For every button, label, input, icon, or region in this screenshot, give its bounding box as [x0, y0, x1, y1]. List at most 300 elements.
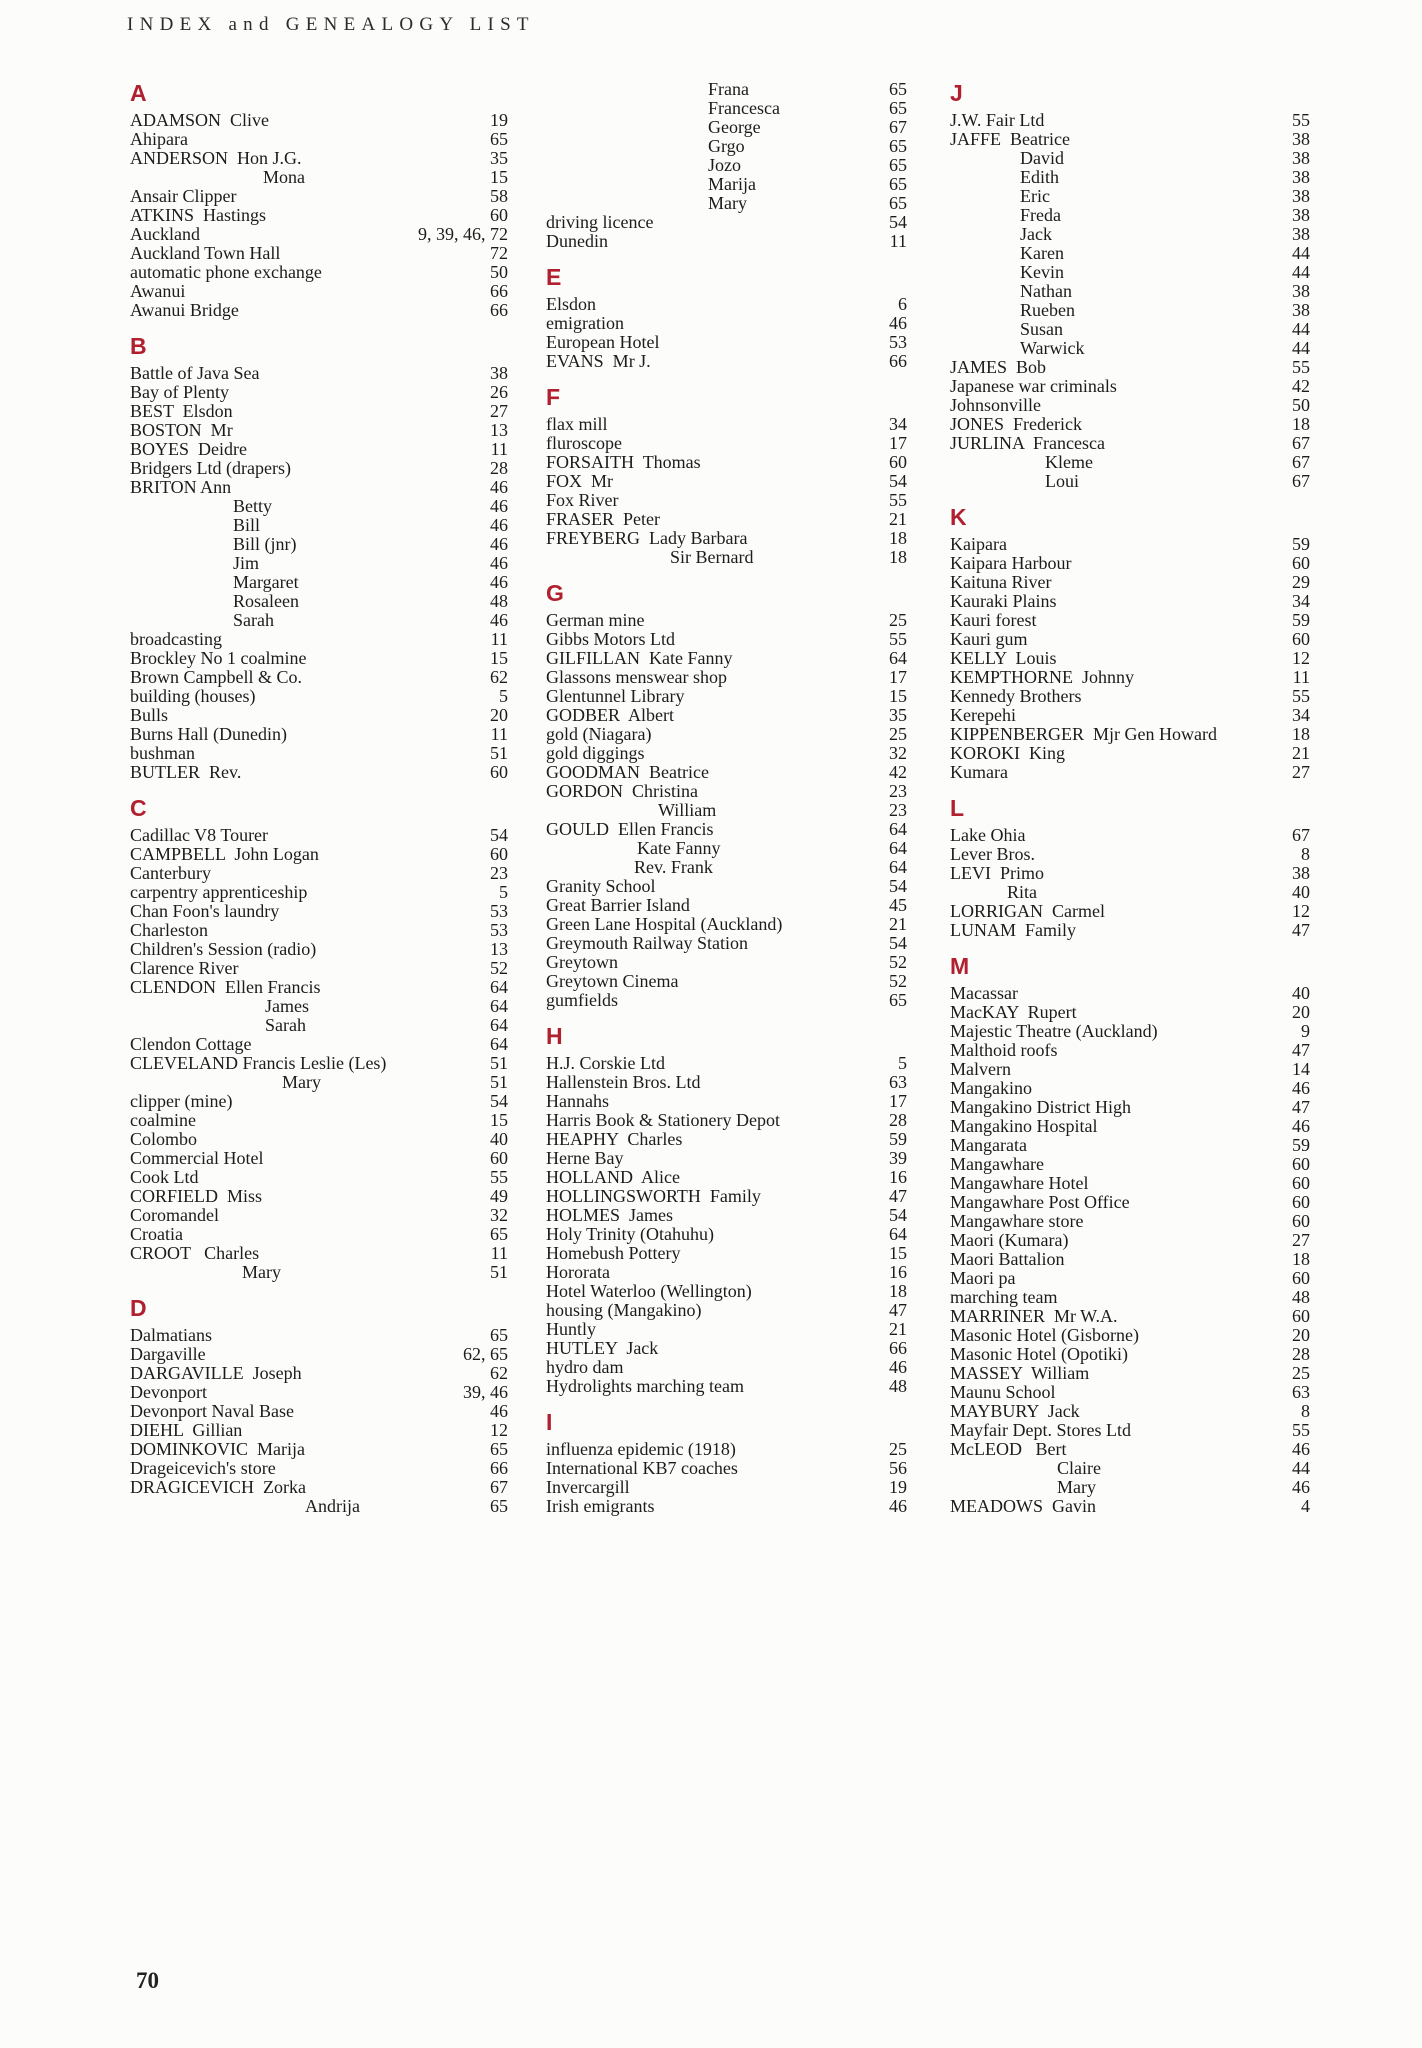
index-entry-row: [130, 978, 508, 997]
entry-label: emigration: [546, 313, 624, 333]
entry-page-number: 62, 65: [463, 1344, 508, 1364]
index-entry-row: [546, 415, 907, 434]
entry-page-number: 64: [889, 838, 907, 858]
entry-label: Hotel Waterloo (Wellington): [546, 1281, 752, 1301]
index-entry-row: [546, 295, 907, 314]
entry-page-number: 46: [490, 1401, 508, 1421]
index-entry-row: [130, 111, 508, 130]
entry-label: Greymouth Railway Station: [546, 933, 748, 953]
index-entry-row: [950, 1250, 1310, 1269]
entry-page-number: 46: [889, 1357, 907, 1377]
entry-page-number: 8: [1301, 1401, 1310, 1421]
entry-label: Colombo: [130, 1129, 198, 1149]
index-entry-row: [130, 225, 508, 244]
index-entry-row: [950, 554, 1310, 573]
entry-page-number: 18: [889, 547, 907, 567]
index-entry-row: [130, 187, 508, 206]
entry-label: Glassons menswear shop: [546, 667, 727, 687]
entry-page-number: 65: [490, 1496, 508, 1516]
index-entry-row: [546, 763, 907, 782]
entry-page-number: 65: [490, 1439, 508, 1459]
entry-page-number: 35: [889, 705, 907, 725]
index-entry-row: [950, 168, 1310, 187]
entry-page-number: 17: [889, 667, 907, 687]
index-entry-row: [130, 1225, 508, 1244]
index-entry-row: [950, 706, 1310, 725]
entry-label: GORDON Christina: [546, 781, 698, 801]
index-entry-row: [546, 706, 907, 725]
entry-page-number: 25: [1292, 1363, 1310, 1383]
entry-page-number: 47: [889, 1300, 907, 1320]
entry-label: Elsdon: [546, 294, 597, 314]
index-entry-row: [130, 940, 508, 959]
entry-label: Kleme: [1045, 452, 1093, 472]
index-entry-row: [950, 1136, 1310, 1155]
index-entry-row: [130, 459, 508, 478]
entry-page-number: 63: [889, 1072, 907, 1092]
entry-label: Drageicevich's store: [130, 1458, 276, 1478]
index-entry-row: [950, 668, 1310, 687]
entry-page-number: 46: [490, 572, 508, 592]
index-entry-row: [950, 206, 1310, 225]
entry-label: International KB7 coaches: [546, 1458, 738, 1478]
entry-label: Masonic Hotel (Gisborne): [950, 1325, 1139, 1345]
index-entry-row: [546, 1054, 907, 1073]
entry-label: GODBER Albert: [546, 705, 674, 725]
index-entry-row: [546, 630, 907, 649]
index-entry-row: [950, 1155, 1310, 1174]
index-entry-row: [546, 1377, 907, 1396]
entry-page-number: 65: [490, 129, 508, 149]
entry-label: JAFFE Beatrice: [950, 129, 1070, 149]
entry-page-number: 25: [889, 610, 907, 630]
entry-page-number: 12: [1292, 901, 1310, 921]
entry-page-number: 21: [889, 1319, 907, 1339]
entry-page-number: 66: [490, 1458, 508, 1478]
entry-page-number: 55: [889, 490, 907, 510]
entry-page-number: 28: [889, 1110, 907, 1130]
index-entry-row: [130, 921, 508, 940]
index-entry-row: [130, 763, 508, 782]
entry-label: Dunedin: [546, 231, 608, 251]
entry-page-number: 59: [1292, 534, 1310, 554]
entry-label: Children's Session (radio): [130, 939, 317, 959]
index-entry-row: [130, 383, 508, 402]
index-entry-row: [546, 352, 907, 371]
index-entry-row: [130, 478, 508, 497]
index-entry-row: [950, 573, 1310, 592]
entry-label: Kumara: [950, 762, 1008, 782]
entry-page-number: 64: [889, 1224, 907, 1244]
index-entry-row: [130, 1073, 508, 1092]
entry-label: Herne Bay: [546, 1148, 624, 1168]
entry-label: LUNAM Family: [950, 920, 1076, 940]
section-letter-I: I: [546, 1409, 553, 1435]
entry-label: Mary: [282, 1072, 321, 1092]
index-entry-row: [130, 1345, 508, 1364]
index-entry-row: [546, 991, 907, 1010]
entry-label: Kauri forest: [950, 610, 1037, 630]
index-entry-row: [546, 1320, 907, 1339]
entry-page-number: 34: [1292, 591, 1310, 611]
entry-page-number: 48: [889, 1376, 907, 1396]
entry-page-number: 54: [889, 933, 907, 953]
entry-page-number: 16: [889, 1262, 907, 1282]
entry-label: Mary: [242, 1262, 281, 1282]
section-letter-K: K: [950, 504, 967, 530]
index-entry-row: [130, 1168, 508, 1187]
entry-page-number: 34: [1292, 705, 1310, 725]
index-entry-row: [950, 415, 1310, 434]
entry-page-number: 12: [1292, 648, 1310, 668]
entry-page-number: 11: [490, 1243, 508, 1263]
entry-label: Eric: [1020, 186, 1050, 206]
entry-page-number: 54: [490, 1091, 508, 1111]
entry-label: Coromandel: [130, 1205, 219, 1225]
entry-page-number: 67: [1292, 471, 1310, 491]
entry-page-number: 55: [1292, 686, 1310, 706]
entry-label: clipper (mine): [130, 1091, 233, 1111]
index-entry-row: [130, 1326, 508, 1345]
entry-label: Ansair Clipper: [130, 186, 237, 206]
entry-label: McLEOD Bert: [950, 1439, 1067, 1459]
entry-label: influenza epidemic (1918): [546, 1439, 736, 1459]
index-entry-row: [546, 915, 907, 934]
index-entry-row: [130, 630, 508, 649]
index-entry-row: [546, 453, 907, 472]
entry-page-number: 35: [490, 148, 508, 168]
entry-page-number: 52: [889, 952, 907, 972]
entry-label: DARGAVILLE Joseph: [130, 1363, 302, 1383]
entry-page-number: 27: [1292, 762, 1310, 782]
index-entry-row: [546, 472, 907, 491]
entry-label: Canterbury: [130, 863, 211, 883]
entry-page-number: 67: [1292, 433, 1310, 453]
entry-page-number: 60: [1292, 1306, 1310, 1326]
index-entry-row: [130, 611, 508, 630]
entry-page-number: 25: [889, 724, 907, 744]
entry-label: Croatia: [130, 1224, 183, 1244]
entry-label: ADAMSON Clive: [130, 110, 270, 130]
index-entry-row: [546, 668, 907, 687]
section-letter-F: F: [546, 384, 561, 410]
entry-label: Rita: [1007, 882, 1037, 902]
entry-label: Burns Hall (Dunedin): [130, 724, 287, 744]
index-entry-row: [546, 1168, 907, 1187]
entry-label: Hororata: [546, 1262, 610, 1282]
index-entry-row: [130, 535, 508, 554]
entry-label: Grgo: [708, 136, 745, 156]
entry-page-number: 50: [490, 262, 508, 282]
index-entry-row: [546, 725, 907, 744]
entry-page-number: 8: [1301, 844, 1310, 864]
entry-label: Susan: [1020, 319, 1064, 339]
index-column-2: [546, 80, 907, 1516]
index-entry-row: [950, 1041, 1310, 1060]
entry-page-number: 13: [490, 420, 508, 440]
index-entry-row: [950, 1098, 1310, 1117]
entry-page-number: 51: [490, 1053, 508, 1073]
entry-page-number: 65: [889, 155, 907, 175]
entry-label: Malthoid roofs: [950, 1040, 1058, 1060]
index-entry-row: [546, 1111, 907, 1130]
entry-label: Sarah: [233, 610, 274, 630]
index-entry-row: [546, 858, 907, 877]
entry-label: Kaipara: [950, 534, 1007, 554]
index-entry-row: [546, 877, 907, 896]
entry-label: JONES Frederick: [950, 414, 1082, 434]
index-entry-row: [546, 99, 907, 118]
entry-label: gumfields: [546, 990, 618, 1010]
entry-label: Macassar: [950, 983, 1018, 1003]
entry-label: Masonic Hotel (Opotiki): [950, 1344, 1128, 1364]
index-entry-row: [950, 921, 1310, 940]
entry-label: Fox River: [546, 490, 619, 510]
entry-label: Kevin: [1020, 262, 1064, 282]
entry-label: Bill (jnr): [233, 534, 297, 554]
entry-page-number: 46: [1292, 1477, 1310, 1497]
entry-label: Invercargill: [546, 1477, 630, 1497]
index-entry-row: [950, 1497, 1310, 1516]
entry-label: CLENDON Ellen Francis: [130, 977, 321, 997]
entry-page-number: 47: [1292, 1097, 1310, 1117]
entry-label: BOSTON Mr: [130, 420, 233, 440]
entry-label: HOLLAND Alice: [546, 1167, 680, 1187]
index-entry-row: [546, 1497, 907, 1516]
section-letter-C: C: [130, 795, 147, 821]
entry-label: CAMPBELL John Logan: [130, 844, 319, 864]
entry-label: Cadillac V8 Tourer: [130, 825, 269, 845]
index-entry-row: [130, 130, 508, 149]
index-entry-row: [950, 263, 1310, 282]
entry-label: Kauraki Plains: [950, 591, 1057, 611]
entry-page-number: 6: [898, 294, 907, 314]
entry-label: Freda: [1020, 205, 1061, 225]
index-entry-row: [546, 1339, 907, 1358]
entry-label: European Hotel: [546, 332, 660, 352]
section-letter-J: J: [950, 80, 963, 106]
entry-label: Frana: [708, 79, 749, 99]
entry-page-number: 17: [889, 433, 907, 453]
entry-page-number: 56: [889, 1458, 907, 1478]
index-entry-row: [130, 1263, 508, 1282]
index-entry-row: [546, 1358, 907, 1377]
entry-page-number: 47: [889, 1186, 907, 1206]
index-entry-row: [546, 491, 907, 510]
entry-page-number: 15: [490, 167, 508, 187]
entry-label: EVANS Mr J.: [546, 351, 651, 371]
index-entry-row: [130, 440, 508, 459]
index-entry-row: [950, 744, 1310, 763]
index-entry-row: [950, 1060, 1310, 1079]
entry-page-number: 63: [1292, 1382, 1310, 1402]
index-entry-row: [130, 1111, 508, 1130]
index-entry-row: [130, 149, 508, 168]
entry-label: MASSEY William: [950, 1363, 1090, 1383]
entry-label: Auckland Town Hall: [130, 243, 281, 263]
entry-label: Kate Fanny: [637, 838, 721, 858]
index-entry-row: [950, 1364, 1310, 1383]
entry-page-number: 46: [1292, 1439, 1310, 1459]
entry-label: Rosaleen: [233, 591, 299, 611]
index-entry-row: [130, 1440, 508, 1459]
index-entry-row: [546, 1282, 907, 1301]
entry-page-number: 65: [889, 79, 907, 99]
index-entry-row: [130, 421, 508, 440]
index-entry-row: [130, 1149, 508, 1168]
entry-page-number: 42: [889, 762, 907, 782]
entry-page-number: 9, 39, 46, 72: [418, 224, 508, 244]
index-entry-row: [546, 896, 907, 915]
entry-page-number: 52: [490, 958, 508, 978]
index-entry-row: [130, 497, 508, 516]
entry-page-number: 18: [1292, 1249, 1310, 1269]
index-entry-row: [950, 1421, 1310, 1440]
index-entry-row: [130, 1421, 508, 1440]
entry-page-number: 5: [898, 1053, 907, 1073]
entry-page-number: 39: [889, 1148, 907, 1168]
entry-label: MAYBURY Jack: [950, 1401, 1080, 1421]
entry-page-number: 60: [1292, 1173, 1310, 1193]
entry-page-number: 38: [1292, 224, 1310, 244]
index-entry-row: [546, 1130, 907, 1149]
entry-page-number: 18: [889, 528, 907, 548]
entry-label: Kaituna River: [950, 572, 1052, 592]
index-entry-row: [546, 213, 907, 232]
entry-page-number: 65: [490, 1224, 508, 1244]
entry-page-number: 20: [1292, 1325, 1310, 1345]
running-head: INDEX and GENEALOGY LIST: [127, 14, 535, 35]
entry-label: flax mill: [546, 414, 608, 434]
index-entry-row: [130, 206, 508, 225]
entry-label: Sir Bernard: [670, 547, 754, 567]
entry-page-number: 47: [1292, 1040, 1310, 1060]
index-entry-row: [130, 554, 508, 573]
entry-page-number: 38: [1292, 167, 1310, 187]
index-entry-row: [130, 244, 508, 263]
entry-page-number: 64: [490, 996, 508, 1016]
entry-page-number: 5: [499, 882, 508, 902]
entry-page-number: 47: [1292, 920, 1310, 940]
entry-page-number: 20: [490, 705, 508, 725]
entry-page-number: 60: [1292, 1154, 1310, 1174]
entry-label: Rev. Frank: [634, 857, 713, 877]
entry-page-number: 26: [490, 382, 508, 402]
entry-page-number: 12: [490, 1420, 508, 1440]
entry-page-number: 64: [490, 1015, 508, 1035]
entry-label: KELLY Louis: [950, 648, 1057, 668]
index-entry-row: [950, 320, 1310, 339]
entry-page-number: 38: [1292, 863, 1310, 883]
entry-page-number: 11: [1292, 667, 1310, 687]
entry-page-number: 65: [490, 1325, 508, 1345]
index-entry-row: [950, 149, 1310, 168]
index-entry-row: [546, 156, 907, 175]
entry-page-number: 60: [1292, 629, 1310, 649]
index-entry-row: [546, 1301, 907, 1320]
entry-label: Johnsonville: [950, 395, 1042, 415]
entry-page-number: 15: [889, 686, 907, 706]
entry-page-number: 39, 46: [463, 1382, 508, 1402]
index-entry-row: [950, 434, 1310, 453]
entry-page-number: 15: [889, 1243, 907, 1263]
entry-label: Homebush Pottery: [546, 1243, 681, 1263]
entry-label: Kaipara Harbour: [950, 553, 1072, 573]
index-entry-row: [950, 687, 1310, 706]
index-entry-row: [546, 611, 907, 630]
entry-page-number: 38: [1292, 186, 1310, 206]
entry-page-number: 59: [1292, 610, 1310, 630]
index-entry-row: [546, 137, 907, 156]
index-entry-row: [950, 1478, 1310, 1497]
entry-label: Hydrolights marching team: [546, 1376, 744, 1396]
entry-page-number: 50: [1292, 395, 1310, 415]
entry-page-number: 51: [490, 1072, 508, 1092]
index-entry-row: [950, 244, 1310, 263]
index-column-1: [130, 80, 508, 1516]
index-entry-row: [950, 472, 1310, 491]
entry-page-number: 59: [1292, 1135, 1310, 1155]
entry-page-number: 11: [490, 724, 508, 744]
index-entry-row: [950, 377, 1310, 396]
entry-label: BRITON Ann: [130, 477, 232, 497]
index-entry-row: [950, 225, 1310, 244]
entry-label: broadcasting: [130, 629, 222, 649]
index-entry-row: [546, 118, 907, 137]
index-entry-row: [950, 1193, 1310, 1212]
entry-label: MEADOWS Gavin: [950, 1496, 1096, 1516]
index-entry-row: [130, 864, 508, 883]
entry-label: Bay of Plenty: [130, 382, 229, 402]
index-entry-row: [546, 314, 907, 333]
index-entry-row: [130, 516, 508, 535]
index-entry-row: [130, 744, 508, 763]
entry-label: Loui: [1045, 471, 1079, 491]
index-entry-row: [130, 959, 508, 978]
index-entry-row: [130, 1092, 508, 1111]
entry-page-number: 44: [1292, 338, 1310, 358]
index-entry-row: [130, 1035, 508, 1054]
entry-page-number: 59: [889, 1129, 907, 1149]
index-entry-row: [130, 1364, 508, 1383]
index-entry-row: [130, 1016, 508, 1035]
index-entry-row: [130, 1054, 508, 1073]
entry-label: Warwick: [1020, 338, 1085, 358]
entry-label: KOROKI King: [950, 743, 1065, 763]
entry-page-number: 25: [889, 1439, 907, 1459]
index-entry-row: [950, 453, 1310, 472]
index-entry-row: [130, 1187, 508, 1206]
entry-label: Betty: [233, 496, 272, 516]
entry-label: Chan Foon's laundry: [130, 901, 280, 921]
index-entry-row: [950, 826, 1310, 845]
entry-label: Charleston: [130, 920, 208, 940]
entry-page-number: 19: [490, 110, 508, 130]
entry-page-number: 66: [889, 351, 907, 371]
entry-page-number: 27: [1292, 1230, 1310, 1250]
entry-page-number: 49: [490, 1186, 508, 1206]
index-entry-row: [546, 1263, 907, 1282]
entry-label: Brown Campbell & Co.: [130, 667, 302, 687]
entry-page-number: 46: [889, 313, 907, 333]
entry-label: Irish emigrants: [546, 1496, 655, 1516]
index-entry-row: [546, 649, 907, 668]
entry-label: Bridgers Ltd (drapers): [130, 458, 291, 478]
entry-label: Margaret: [233, 572, 299, 592]
entry-label: KIPPENBERGER Mjr Gen Howard: [950, 724, 1217, 744]
entry-label: Maori Battalion: [950, 1249, 1065, 1269]
entry-page-number: 64: [889, 857, 907, 877]
